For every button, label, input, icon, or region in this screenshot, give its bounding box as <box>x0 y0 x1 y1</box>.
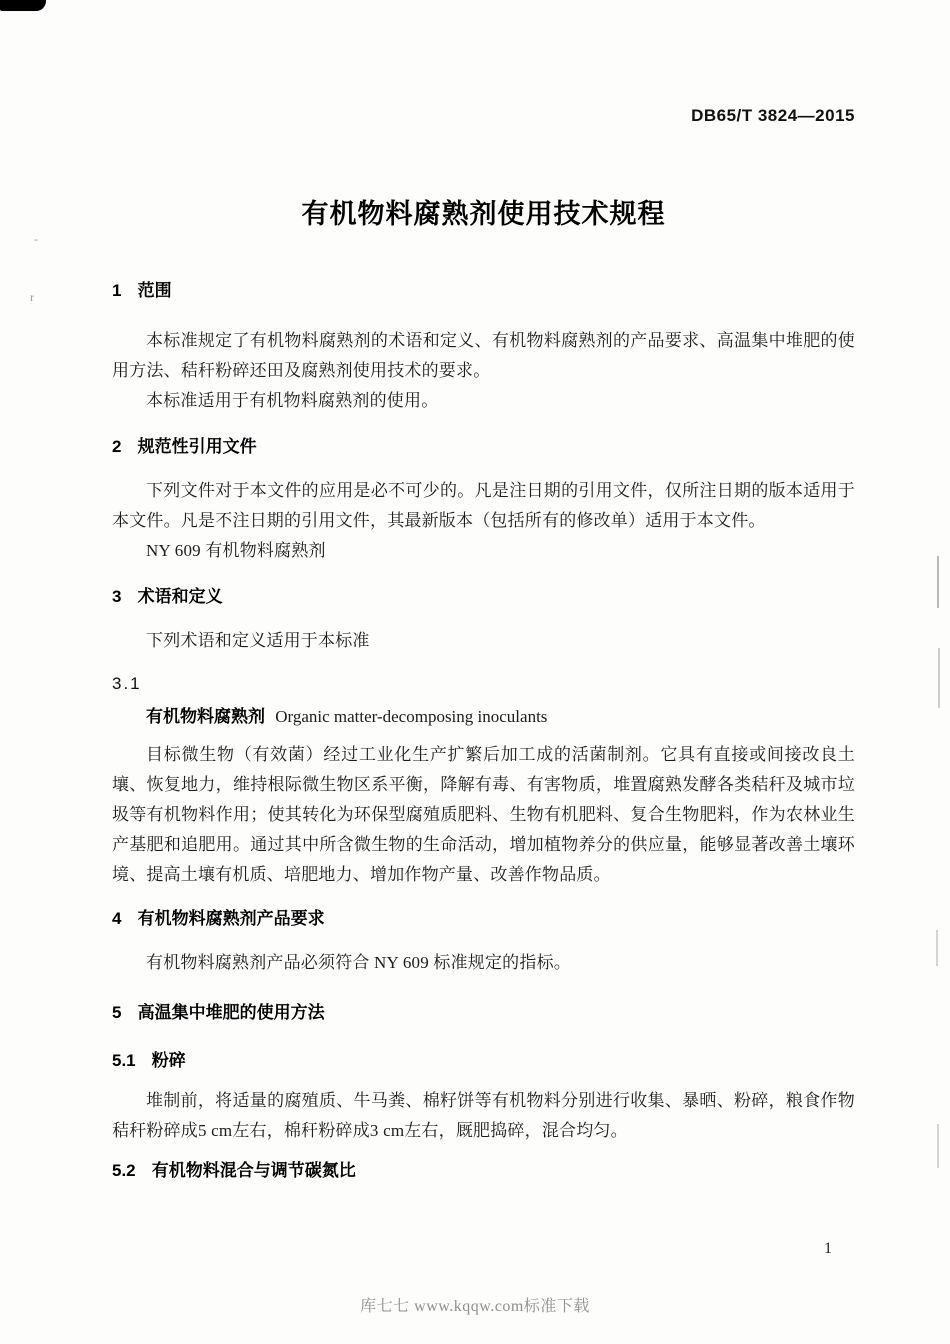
clause-number: 1 <box>112 281 122 300</box>
paragraph: 下列术语和定义适用于本标准 <box>146 631 370 650</box>
paragraph: 本标准适用于有机物料腐熟剂的使用。 <box>146 391 439 410</box>
clause-number: 4 <box>112 909 122 928</box>
clause-title: 高温集中堆肥的使用方法 <box>137 1003 325 1022</box>
clause-number-3-1: 3.1 <box>112 674 142 693</box>
scan-artifact-edge <box>937 556 939 608</box>
clause-number: 5.2 <box>112 1161 136 1180</box>
section-5-2-heading <box>112 1158 855 1184</box>
section-5-1-heading <box>112 1048 855 1074</box>
page-number: 1 <box>824 1240 832 1257</box>
scan-artifact-edge <box>938 648 940 708</box>
clause-title: 规范性引用文件 <box>137 437 257 456</box>
normative-reference: NY 609 有机物料腐熟剂 <box>146 541 326 560</box>
section-4-heading <box>112 906 855 932</box>
section-3-heading <box>112 584 855 610</box>
scan-artifact-corner <box>0 0 46 11</box>
footer-watermark: 库七七 www.kqqw.com标准下载 <box>360 1298 590 1315</box>
term-en: Organic matter-decomposing inoculants <box>275 707 548 726</box>
scan-artifact-mark: - <box>34 232 38 246</box>
document-title: 有机物料腐熟剂使用技术规程 <box>301 199 666 229</box>
paragraph: 下列文件对于本文件的应用是必不可少的。凡是注日期的引用文件，仅所注日期的版本适用于本文件。凡是不注日期的引用文件，其最新版本（包括所有的修改单）适用于本文件。 <box>112 481 855 530</box>
clause-title: 术语和定义 <box>137 587 223 606</box>
section-5-heading <box>112 1000 855 1026</box>
clause-title: 有机物料混合与调节碳氮比 <box>151 1161 356 1180</box>
clause-number: 5.1 <box>112 1051 136 1070</box>
term-line <box>112 702 855 732</box>
doc-number: DB65/T 3824—2015 <box>691 106 855 125</box>
clause-number: 3 <box>112 587 122 606</box>
scan-artifact-edge <box>936 930 938 966</box>
section-1-heading <box>112 278 855 304</box>
scan-artifact-mark: r <box>30 290 34 304</box>
clause-number: 2 <box>112 437 122 456</box>
clause-title: 粉碎 <box>151 1051 186 1070</box>
paragraph: 堆制前，将适量的腐殖质、牛马粪、棉籽饼等有机物料分别进行收集、暴晒、粉碎，粮食作物秸秆粉碎成5 cm左右，棉秆粉碎成3 cm左右，厩肥捣碎，混合均匀。 <box>112 1091 855 1140</box>
paragraph: 本标准规定了有机物料腐熟剂的术语和定义、有机物料腐熟剂的产品要求、高温集中堆肥的使用方法、秸秆粉碎还田及腐熟剂使用技术的要求。 <box>112 331 855 380</box>
clause-title: 有机物料腐熟剂产品要求 <box>137 909 325 928</box>
term-definition: 目标微生物（有效菌）经过工业化生产扩繁后加工成的活菌制剂。它具有直接或间接改良土壤、恢复地力，维持根际微生物区系平衡，降解有毒、有害物质，堆置腐熟发酵各类秸秆及城市垃圾等有机物料作用；使其转化为环保型腐殖质肥料、生物有机肥料、复合生物肥料，作为农林业生产基肥和追肥用。通过其中所含微生物的生命活动，增加植物养分的供应量，能够显著改善土壤环境、提高土壤有机质、培肥地力、增加作物产量、改善作物品质。 <box>112 745 855 884</box>
clause-number: 5 <box>112 1003 122 1022</box>
clause-title: 范围 <box>137 281 172 300</box>
paragraph: 有机物料腐熟剂产品必须符合 NY 609 标准规定的指标。 <box>146 953 571 972</box>
section-2-heading <box>112 434 855 460</box>
scan-artifact-edge <box>937 1124 939 1168</box>
term-zh: 有机物料腐熟剂 <box>146 707 265 726</box>
